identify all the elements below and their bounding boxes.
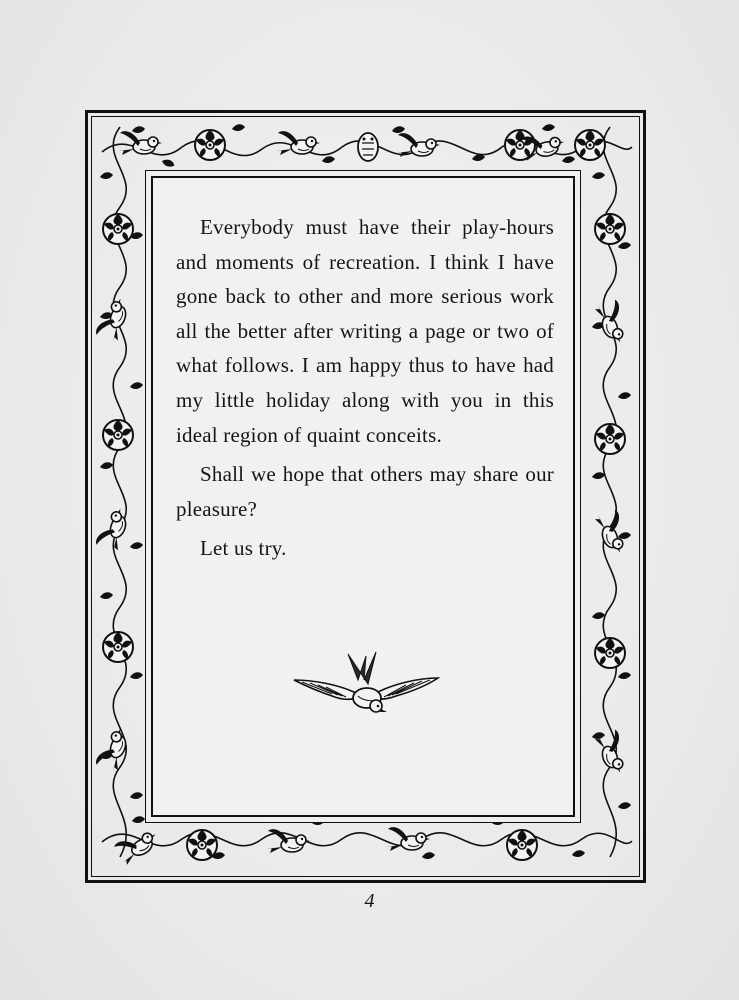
paragraph-3: Let us try. [200,536,287,561]
paragraph-1: Everybody must have their play-hours and moments of recreation. I think I have gone back to other and more serious work all the better after writing a page or two of what follows. I am happy thus to have had my little holiday along with you in this ideal region of quaint conceits. [176,215,554,447]
swallow-icon [292,650,440,720]
page-number: 4 [364,890,375,912]
paragraph-2: Shall we hope that others may share our pleasure? [176,462,554,521]
body-text [176,210,554,571]
